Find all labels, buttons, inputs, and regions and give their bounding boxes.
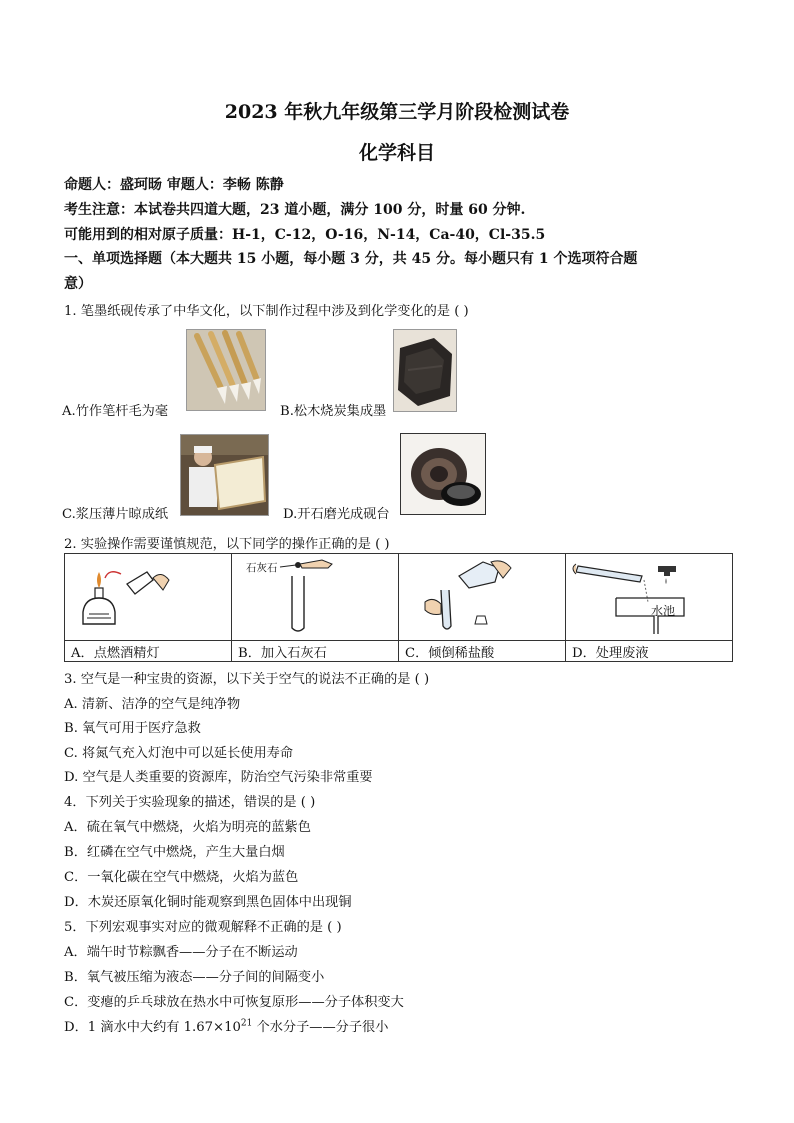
q2-stem: 2. 实验操作需要谨慎规范，以下同学的操作正确的是 ( ) <box>64 537 390 552</box>
q3-option-c: C. 将氮气充入灯泡中可以延长使用寿命 <box>64 746 294 761</box>
q4-option-a: A．硫在氧气中燃烧，火焰为明亮的蓝紫色 <box>64 820 311 835</box>
q5-option-d-pre: D．1 滴水中大约有 1.67×10 <box>64 1020 241 1035</box>
q4-option-d: D．木炭还原氧化铜时能观察到黑色固体中出现铜 <box>64 895 352 910</box>
q5-stem: 5．下列宏观事实对应的微观解释不正确的是 ( ) <box>64 920 342 935</box>
q3-option-d: D. 空气是人类重要的资源库，防治空气污染非常重要 <box>64 770 373 785</box>
q2-option-d: D．处理废液 <box>566 641 733 662</box>
q1-image-papermaking <box>180 434 269 516</box>
q5-option-a: A．端午时节粽飘香——分子在不断运动 <box>64 945 298 960</box>
q5-option-b: B．氧气被压缩为液态——分子间的间隔变小 <box>64 970 325 985</box>
q1-option-a: A.竹作笔杆毛为毫 <box>62 404 169 419</box>
q4-option-b: B．红磷在空气中燃烧，产生大量白烟 <box>64 845 285 860</box>
notice-line: 考生注意：本试卷共四道大题，23 道小题，满分 100 分，时量 60 分钟. <box>64 202 526 218</box>
q5-option-d-exponent: 21 <box>240 1018 253 1029</box>
q2-option-b: B．加入石灰石 <box>232 641 399 662</box>
limestone-label: 石灰石 <box>246 562 278 574</box>
q3-stem: 3. 空气是一种宝贵的资源，以下关于空气的说法不正确的是 ( ) <box>64 672 430 687</box>
q1-option-b: B.松木烧炭集成墨 <box>280 404 387 419</box>
q2-figure-b <box>232 554 399 641</box>
exam-title: 2023 年秋九年级第三学月阶段检测试卷 <box>224 101 570 123</box>
q2-figure-c <box>399 554 566 641</box>
q2-figure-a <box>65 554 232 641</box>
section1-heading-cont: 意） <box>64 276 92 292</box>
q4-stem: 4．下列关于实验现象的描述，错误的是 ( ) <box>64 795 316 810</box>
q2-figure-d <box>566 554 733 641</box>
q4-option-c: C．一氧化碳在空气中燃烧，火焰为蓝色 <box>64 870 299 885</box>
q5-option-d <box>64 1016 388 1035</box>
q1-image-charcoal <box>393 329 457 412</box>
q1-stem: 1. 笔墨纸砚传承了中华文化，以下制作过程中涉及到化学变化的是 ( ) <box>64 304 469 319</box>
atomic-mass-line: 可能用到的相对原子质量：H-1，C-12，O-16，N-14，Ca-40，Cl-35.5 <box>64 227 546 243</box>
q3-option-a: A. 清新、洁净的空气是纯净物 <box>64 697 241 712</box>
q3-option-b: B. 氧气可用于医疗急救 <box>64 721 201 736</box>
q2-options-table <box>64 553 733 662</box>
q5-option-c: C．变瘪的乒乓球放在热水中可恢复原形——分子体积变大 <box>64 995 404 1010</box>
exam-subject: 化学科目 <box>358 142 435 164</box>
q1-option-c: C.浆压薄片晾成纸 <box>62 507 169 522</box>
q1-option-d: D.开石磨光成砚台 <box>283 507 390 522</box>
authors-line: 命题人：盛珂旸 审题人：李畅 陈静 <box>64 177 284 193</box>
sink-label: 水池 <box>651 604 676 618</box>
q2-option-c: C．倾倒稀盐酸 <box>399 641 566 662</box>
q5-option-d-post: 个水分子——分子很小 <box>252 1020 389 1035</box>
q1-image-inkstone <box>400 433 486 515</box>
q2-option-a: A．点燃酒精灯 <box>65 641 232 662</box>
q1-image-brushes <box>186 329 266 411</box>
section1-heading: 一、单项选择题（本大题共 15 小题，每小题 3 分，共 45 分。每小题只有 1 个选项符合题 <box>64 251 638 267</box>
